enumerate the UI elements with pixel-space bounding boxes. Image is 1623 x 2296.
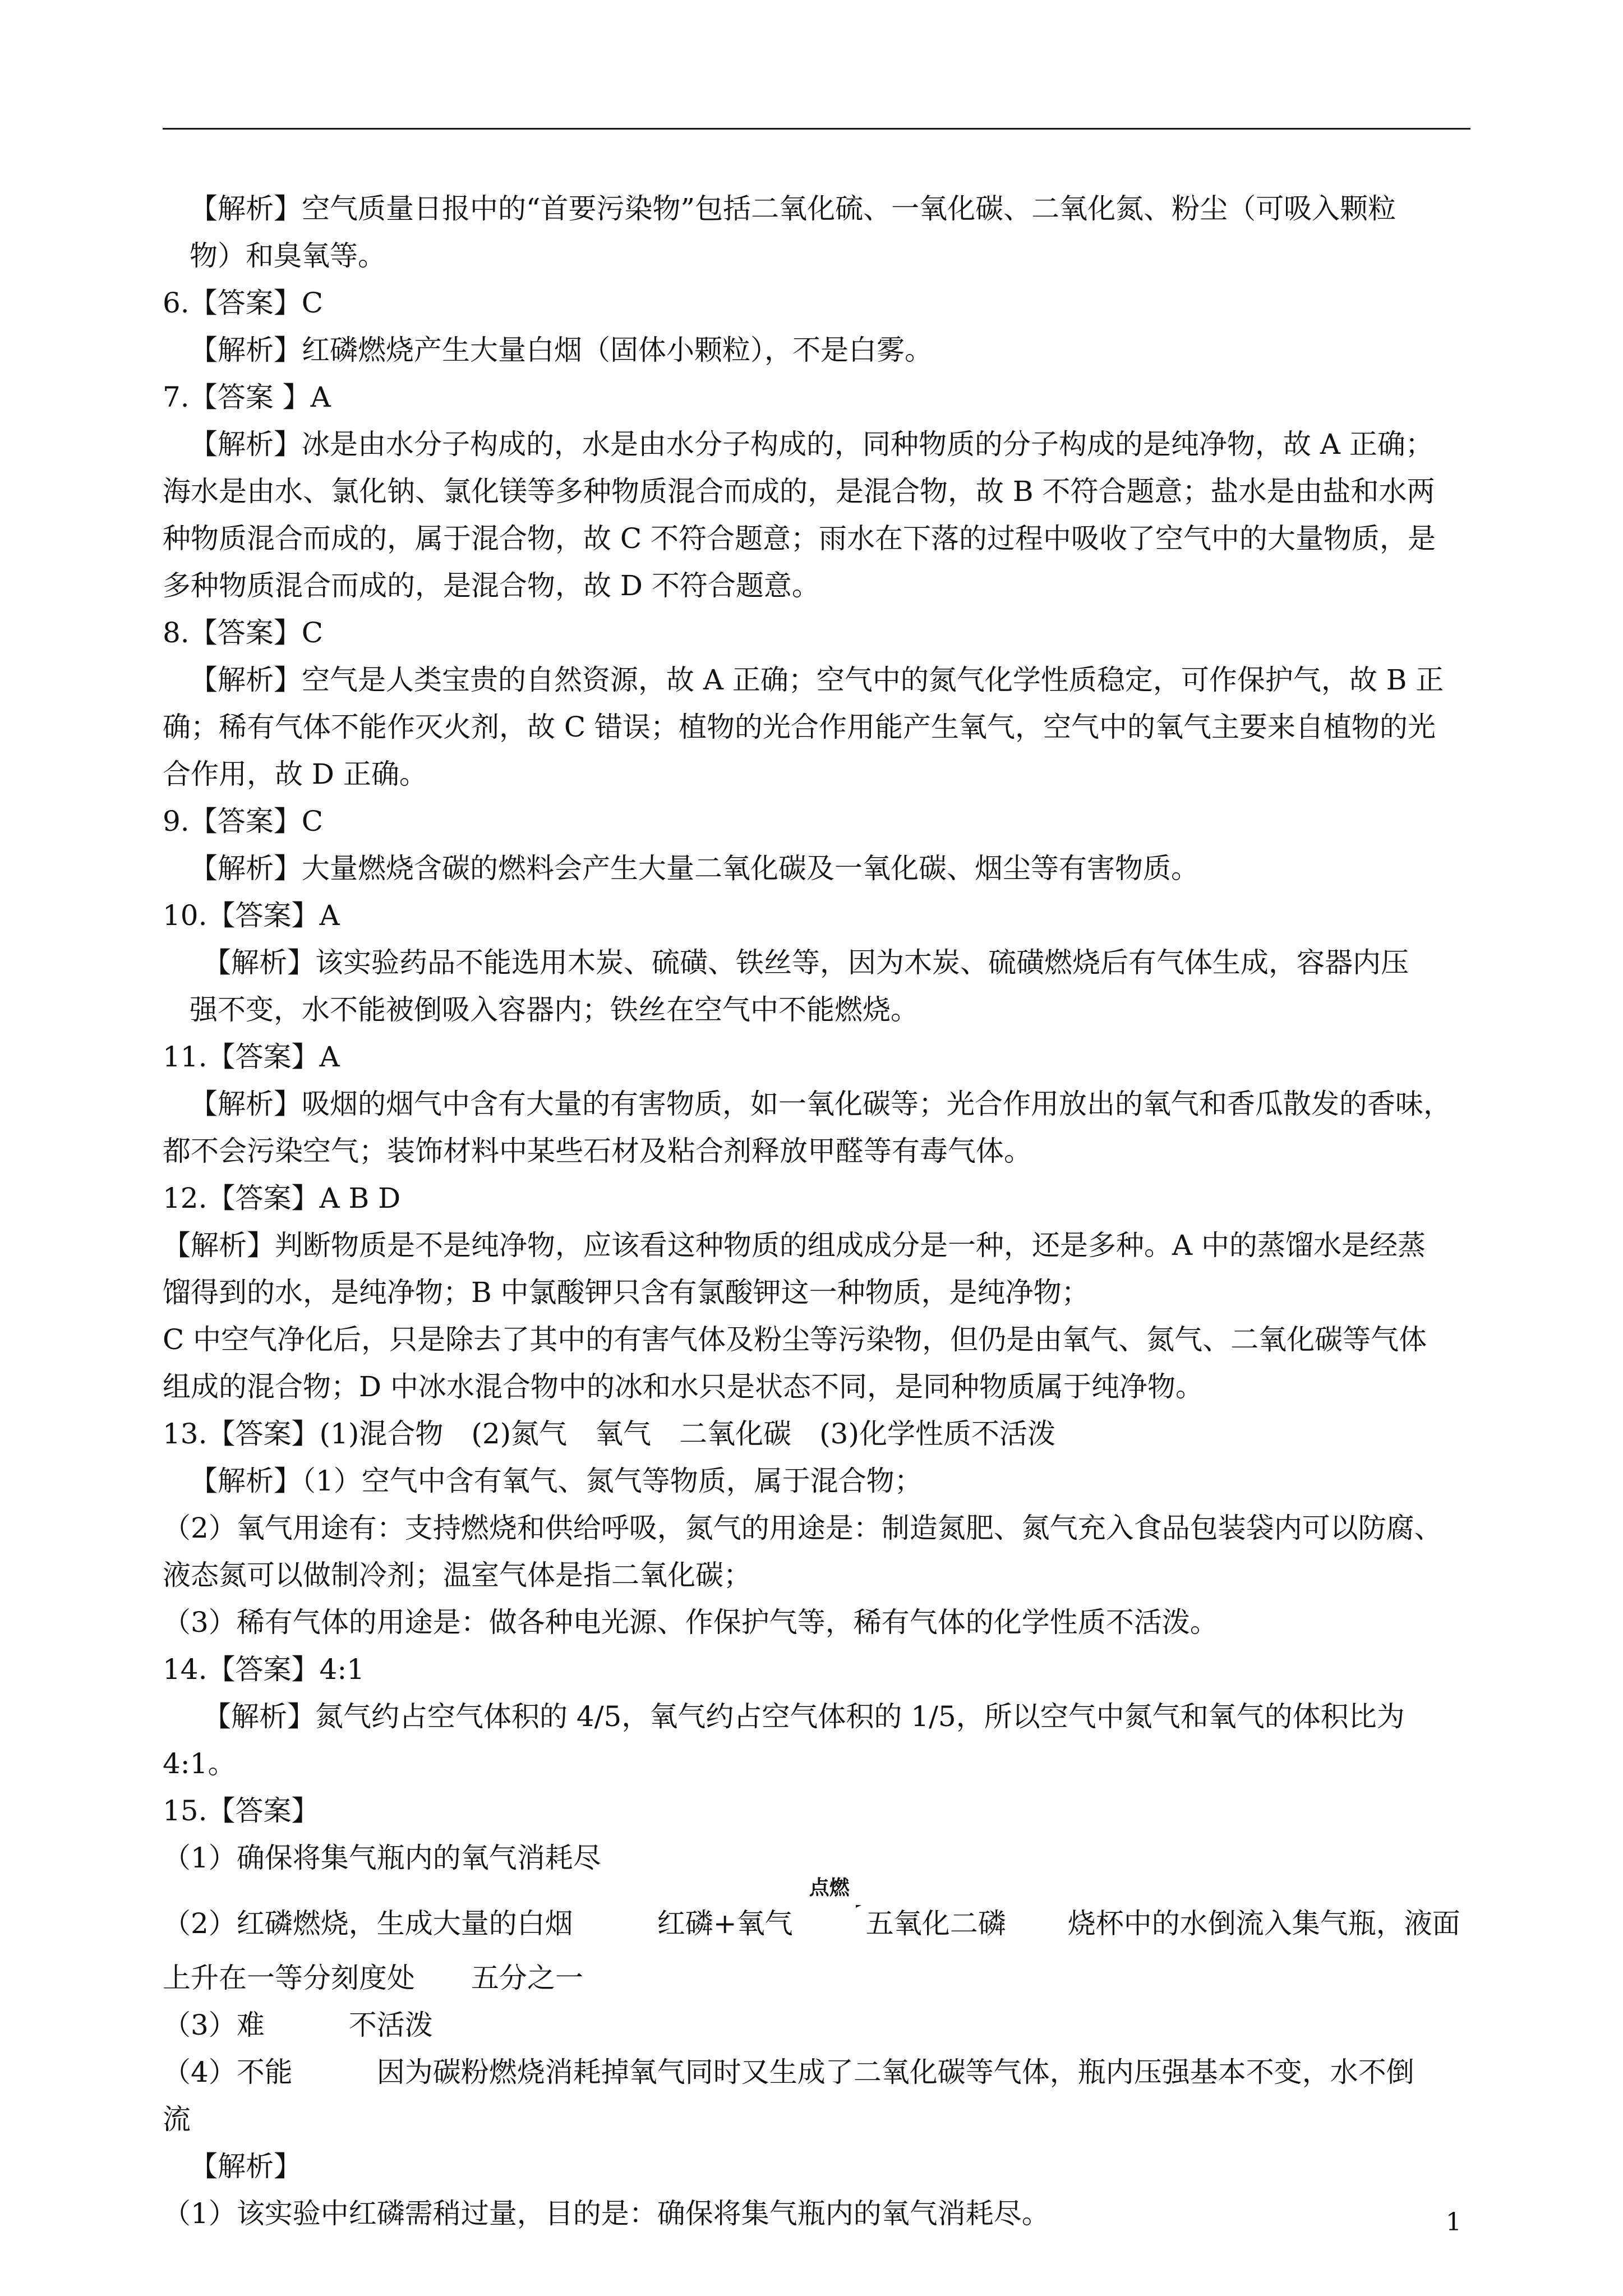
answer-text-cont: 烧杯中的水倒流入集气瓶，液面	[1067, 1907, 1460, 1940]
text-line: （4）不能 因为碳粉燃烧消耗掉氧气同时又生成了二氧化碳等气体，瓶内压强基本不变，水不倒	[163, 2056, 1414, 2088]
header-rule	[163, 128, 1470, 130]
text-line: 9.【答案】C	[163, 805, 323, 838]
text-line: （2）氧气用途有：支持燃烧和供给呼吸，氮气的用途是：制造氮肥、氮气充入食品包装袋内可以防腐、	[163, 1512, 1442, 1544]
text-line: 物）和臭氧等。	[190, 240, 386, 272]
text-line: （3）难 不活泼	[163, 2009, 433, 2041]
text-line: 流	[163, 2103, 191, 2136]
text-line: 4:1。	[163, 1747, 236, 1780]
text-line: 【解析】氮气约占空气体积的 4/5，氧气约占空气体积的 1/5，所以空气中氮气和氧气的体积比为	[203, 1700, 1405, 1733]
text-line: 组成的混合物；D 中冰水混合物中的冰和水只是状态不同，是同种物质属于纯净物。	[163, 1370, 1204, 1403]
text-line: 馏得到的水，是纯净物；B 中氯酸钾只含有氯酸钾这一种物质，是纯净物；	[163, 1276, 1090, 1309]
answer-lines-bottom	[163, 1954, 1470, 2237]
text-line: 确；稀有气体不能作灭火剂，故 C 错误；植物的光合作用能产生氧气，空气中的氧气主要来自植物的光	[163, 711, 1436, 743]
text-line: 都不会污染空气；装饰材料中某些石材及粘合剂释放甲醛等有毒气体。	[163, 1135, 1032, 1167]
answer-content	[163, 185, 1470, 2237]
text-line: 8.【答案】C	[163, 616, 323, 649]
product-text: 五氧化二磷	[865, 1907, 1006, 1940]
text-line: 【解析】空气质量日报中的“首要污染物”包括二氧化硫、一氧化碳、二氧化氮、粉尘（可吸入颗粒	[190, 192, 1396, 225]
text-line: 11.【答案】A	[163, 1041, 340, 1073]
text-line: 14.【答案】4:1	[163, 1653, 365, 1686]
text-line: 【解析】	[190, 2150, 302, 2183]
text-line: 12.【答案】A B D	[163, 1182, 401, 1214]
answer-text: （2）红磷燃烧，生成大量的白烟	[163, 1907, 573, 1940]
text-line: 上升在一等分刻度处 五分之一	[163, 1962, 583, 1994]
text-line: 7.【答案 】A	[163, 381, 331, 413]
text-line: 【解析】吸烟的烟气中含有大量的有害物质，如一氧化碳等；光合作用放出的氧气和香瓜散发的香味，	[190, 1088, 1451, 1120]
text-line: C 中空气净化后，只是除去了其中的有害气体及粉尘等污染物，但仍是由氧气、氮气、二氧化碳等气体	[163, 1323, 1427, 1356]
text-line: （3）稀有气体的用途是：做各种电光源、作保护气等，稀有气体的化学性质不活泼。	[163, 1606, 1218, 1639]
text-line: 6.【答案】C	[163, 287, 323, 319]
text-line: 【解析】空气是人类宝贵的自然资源，故 A 正确；空气中的氮气化学性质稳定，可作保护气，故 B 正	[190, 664, 1444, 696]
text-line: 液态氮可以做制冷剂；温室气体是指二氧化碳；	[163, 1559, 751, 1591]
text-line: 13.【答案】(1)混合物 (2)氮气 氧气 二氧化碳 (3)化学性质不活泼	[163, 1418, 1055, 1450]
reaction-arrow	[795, 1876, 864, 1933]
equation-line	[163, 1876, 1470, 1954]
reaction-condition: 点燃	[809, 1876, 850, 1899]
text-line: 多种物质混合而成的，是混合物，故 D 不符合题意。	[163, 569, 820, 602]
text-line: 强不变，水不能被倒吸入容器内；铁丝在空气中不能燃烧。	[190, 993, 919, 1026]
text-line: 合作用，故 D 正确。	[163, 758, 427, 790]
text-line: 【解析】（1）空气中含有氧气、氮气等物质，属于混合物；	[190, 1465, 923, 1497]
arrow-icon	[795, 1905, 864, 1916]
text-line: 【解析】大量燃烧含碳的燃料会产生大量二氧化碳及一氧化碳、烟尘等有害物质。	[190, 852, 1199, 885]
text-line: （1）确保将集气瓶内的氧气消耗尽	[163, 1842, 601, 1874]
reactants-text: 红磷+氧气	[657, 1907, 793, 1940]
text-line: 【解析】红磷燃烧产生大量白烟（固体小颗粒），不是白雾。	[190, 334, 933, 366]
text-line: 【解析】冰是由水分子构成的，水是由水分子构成的，同种物质的分子构成的是纯净物，故 A 正确；	[190, 428, 1433, 461]
text-line: 【解析】该实验药品不能选用木炭、硫磺、铁丝等，因为木炭、硫磺燃烧后有气体生成，容器内压	[203, 946, 1409, 979]
page-number: 1	[1446, 2208, 1461, 2237]
text-line: （1）该实验中红磷需稍过量，目的是：确保将集气瓶内的氧气消耗尽。	[163, 2197, 1050, 2230]
text-line: 15.【答案】	[163, 1795, 320, 1827]
text-line: 海水是由水、氯化钠、氯化镁等多种物质混合而成的，是混合物，故 B 不符合题意；盐水是由盐和水两	[163, 475, 1435, 508]
text-line: 种物质混合而成的，属于混合物，故 C 不符合题意；雨水在下落的过程中吸收了空气中的大量物质，是	[163, 522, 1436, 555]
text-line: 10.【答案】A	[163, 899, 340, 932]
answer-lines-top	[163, 185, 1470, 1881]
text-line: 【解析】判断物质是不是纯净物，应该看这种物质的组成成分是一种，还是多种。A 中的蒸馏水是经蒸	[163, 1229, 1426, 1262]
